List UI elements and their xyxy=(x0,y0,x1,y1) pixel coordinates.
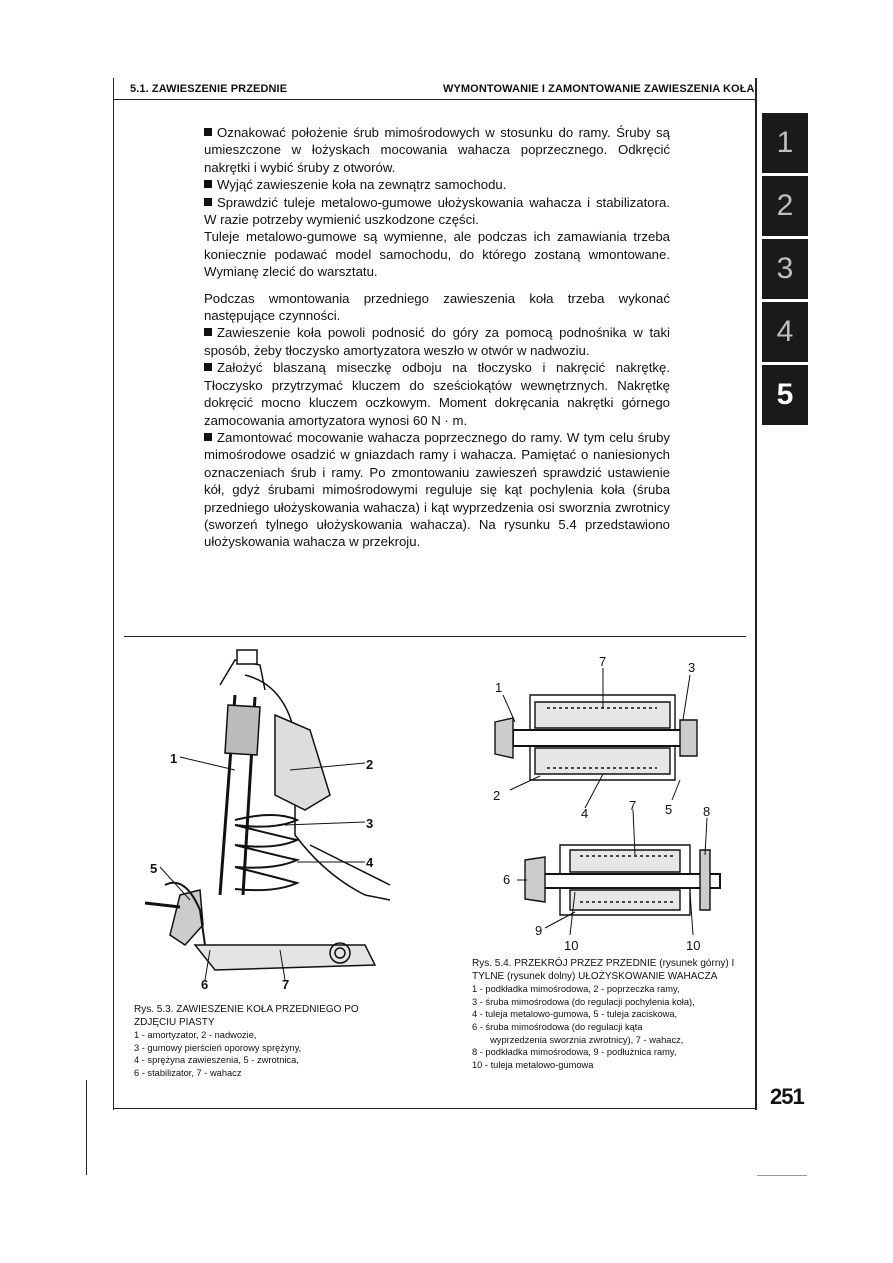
fig54-label-4: 4 xyxy=(581,806,589,821)
fig54-label-3: 3 xyxy=(688,660,696,675)
chapter-tab-4[interactable]: 4 xyxy=(762,302,808,362)
fig54-label-6: 6 xyxy=(503,872,511,887)
legend-line: 6 - śruba mimośrodowa (do regulacji kąta xyxy=(472,1021,643,1032)
legend-line: 1 - amortyzator, 2 - nadwozie, xyxy=(134,1030,257,1041)
paragraph: Sprawdzić tuleje metalowo-gumowe ułożyskowania wahacza i stabilizatora. W razie potrzeby wymienić uszkodzone części. xyxy=(204,194,670,228)
chapter-tab-2[interactable]: 2 xyxy=(762,176,808,236)
section-header-left: 5.1. ZAWIESZENIE PRZEDNIE xyxy=(130,83,288,95)
paragraph: Założyć blaszaną miseczkę odboju na tłoczysko i nakręcić nakrętkę. Tłoczysko przytrzymać kluczem do sześciokątów wewnętrznych. Nakrętkę dokręcić mocno kluczem oczkowym. Moment dokręcania nakrętki górnego zamocowania amortyzatora wynosi 60 N · m. xyxy=(204,360,670,428)
figure-5-3-labels xyxy=(125,645,395,990)
figure-5-4-labels xyxy=(485,650,725,955)
chapter-tab-3[interactable]: 3 xyxy=(762,239,808,299)
fig54-label-2: 2 xyxy=(493,788,501,803)
right-margin-line xyxy=(755,78,757,1110)
figure-rule xyxy=(124,636,746,637)
fig54-label-10-right: 10 xyxy=(686,938,701,953)
bullet-square-icon xyxy=(204,363,212,371)
fig54-label-7-bottom: 7 xyxy=(629,798,637,813)
bullet-square-icon xyxy=(204,433,212,441)
legend-line: 4 - sprężyna zawieszenia, 5 - zwrotnica, xyxy=(134,1055,299,1066)
legend-line: 1 - podkładka mimośrodowa, 2 - poprzeczka ramy, xyxy=(472,984,680,995)
figure-5-4-title: Rys. 5.4. PRZEKRÓJ PRZEZ PRZEDNIE (rysunek górny) I TYLNE (rysunek dolny) UŁOŻYSKOWANIE WAHACZA xyxy=(472,958,735,982)
legend-line: 6 - stabilizator, 7 - wahacz xyxy=(134,1067,242,1078)
page-bottom-rule xyxy=(757,1175,807,1176)
legend-line: 4 - tuleja metalowo-gumowa, 5 - tuleja zaciskowa, xyxy=(472,1009,678,1020)
fig54-label-8: 8 xyxy=(703,804,711,819)
paragraph: Zamontować mocowanie wahacza poprzecznego do ramy. W tym celu śruby mimośrodowe osadzić w gniazdach ramy i wahacza. Pamiętać o naniesionych oznaczeniach śrub i ramy. Po zmontowaniu zawieszeń sprawdzić ustawienie kół, gdyż śrubami mimośrodowymi reguluje się kąt pochylenia koła (śruba przedniego ułożyskowania wahacza) i kąt wyprzedzenia osi sworznia zwrotnicy (sworzeń tylnego ułożyskowania wahacza). Na rysunku 5.4 przedstawiono ułożyskowania wahacza w przekroju. xyxy=(204,429,670,550)
legend-line: wyprzedzenia sworznia zwrotnicy), 7 - wahacz, xyxy=(472,1034,684,1045)
fig53-label-1: 1 xyxy=(170,751,178,766)
figure-5-3-title: Rys. 5.3. ZAWIESZENIE KOŁA PRZEDNIEGO PO ZDJĘCIU PIASTY xyxy=(134,1004,359,1028)
left-margin-line xyxy=(113,78,114,1110)
paragraph: Oznakować położenie śrub mimośrodowych w stosunku do ramy. Śruby są umieszczone w łożyskach mocowania wahacza poprzecznego. Odkręcić nakrętki i wybić śruby z otworów. xyxy=(204,125,670,175)
fig53-label-7: 7 xyxy=(282,977,290,990)
figure-5-4-caption xyxy=(472,958,757,1071)
header-rule xyxy=(113,99,757,100)
paragraph: Podczas wmontowania przedniego zawieszenia koła trzeba wykonać następujące czynności. xyxy=(204,290,670,324)
bottom-rule xyxy=(113,1108,757,1109)
bullet-square-icon xyxy=(204,128,212,136)
paragraph: Wyjąć zawieszenie koła na zewnątrz samochodu. xyxy=(204,176,670,193)
bullet-square-icon xyxy=(204,328,212,336)
fig53-label-6: 6 xyxy=(201,977,209,990)
chapter-tab-5[interactable]: 5 xyxy=(762,365,808,425)
page-number: 251 xyxy=(770,1084,804,1109)
chapter-tab-1[interactable]: 1 xyxy=(762,113,808,173)
left-outer-line xyxy=(86,1080,87,1175)
legend-line: 3 - gumowy pierścień oporowy sprężyny, xyxy=(134,1042,302,1053)
fig54-label-9: 9 xyxy=(535,923,543,938)
bullet-square-icon xyxy=(204,198,212,206)
paragraph: Zawieszenie koła powoli podnosić do góry za pomocą podnośnika w taki sposób, żeby tłoczysko amortyzatora weszło w otwór w nadwoziu. xyxy=(204,325,670,358)
figure-5-3-caption xyxy=(134,1004,374,1080)
chapter-tabs xyxy=(762,113,808,428)
paragraph: Tuleje metalowo-gumowe są wymienne, ale podczas ich zamawiania trzeba koniecznie podawać model samochodu, do którego zostaną wmontowane. Wymianę zlecić do warsztatu. xyxy=(204,229,670,280)
section-header-right: WYMONTOWANIE I ZAMONTOWANIE ZAWIESZENIA KOŁA xyxy=(443,83,755,95)
fig53-label-5: 5 xyxy=(150,861,158,876)
fig53-label-3: 3 xyxy=(366,816,374,831)
legend-line: 3 - śruba mimośrodowa (do regulacji pochylenia koła), xyxy=(472,996,695,1007)
bullet-square-icon xyxy=(204,180,212,188)
fig54-label-5: 5 xyxy=(665,802,673,817)
fig53-label-4: 4 xyxy=(366,855,374,870)
legend-line: 8 - podkładka mimośrodowa, 9 - podłużnica ramy, xyxy=(472,1047,677,1058)
fig54-label-1: 1 xyxy=(495,680,503,695)
legend-line: 10 - tuleja metalowo-gumowa xyxy=(472,1059,594,1070)
fig53-label-2: 2 xyxy=(366,757,374,772)
fig54-label-7-top: 7 xyxy=(599,654,607,669)
main-text xyxy=(204,124,670,551)
fig54-label-10-left: 10 xyxy=(564,938,579,953)
